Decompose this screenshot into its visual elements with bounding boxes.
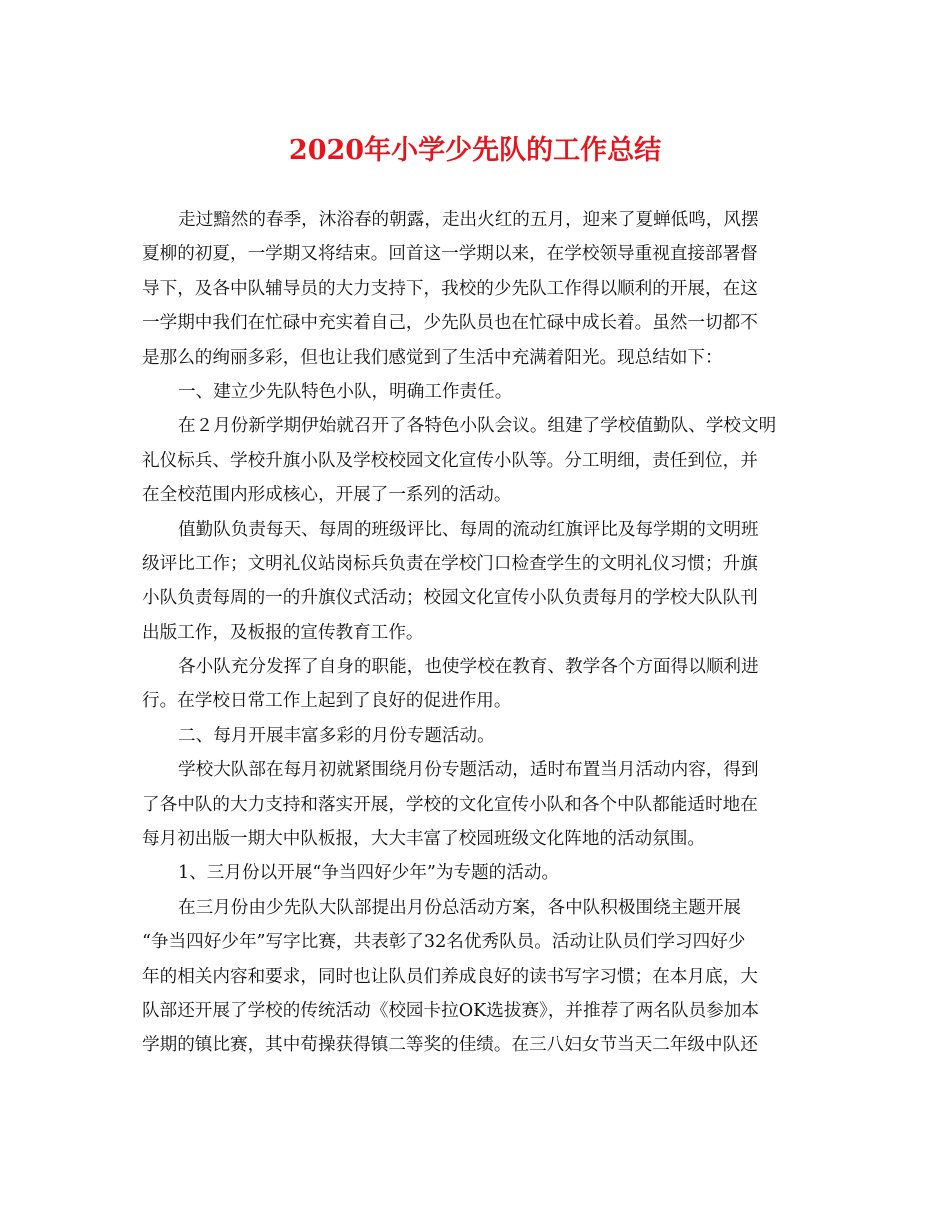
body-line: 年的相关内容和要求，同时也让队员们养成良好的读书写字习惯；在本月底，大 <box>142 966 758 987</box>
body-line: 1、三月份以开展“争当四好少年”为专题的活动。 <box>178 863 560 884</box>
body-line: 学期的镇比赛，其中荀操获得镇二等奖的佳绩。在三八妇女节当天二年级中队还 <box>142 1035 758 1056</box>
body-line: “争当四好少年”写字比赛，共表彰了32名优秀队员。活动让队员们学习四好少 <box>142 932 746 953</box>
body-line: 小队负责每周的一的升旗仪式活动；校园文化宣传小队负责每月的学校大队队刊 <box>142 588 758 609</box>
body-line: 在三月份由少先队大队部提出月份总活动方案，各中队积极围绕主题开展 <box>178 897 742 918</box>
body-line: 出版工作，及板报的宣传教育工作。 <box>142 622 424 643</box>
body-line: 级评比工作；文明礼仪站岗标兵负责在学校门口检查学生的文明礼仪习惯；升旗 <box>142 553 758 574</box>
body-line: 一学期中我们在忙碌中充实着自己，少先队员也在忙碌中成长着。虽然一切都不 <box>142 313 758 334</box>
body-line: 队部还开展了学校的传统活动《校园卡拉OK选拔赛》，并推荐了两名队员参加本 <box>142 1000 759 1021</box>
body-line: 各小队充分发挥了自身的职能，也使学校在教育、教学各个方面得以顺利进 <box>178 657 759 678</box>
body-line: 导下，及各中队辅导员的大力支持下，我校的少先队工作得以顺利的开展，在这 <box>142 278 758 299</box>
body-line: 在全校范围内形成核心，开展了一系列的活动。 <box>142 485 512 506</box>
body-line: 值勤队负责每天、每周的班级评比、每周的流动红旗评比及每学期的文明班 <box>178 519 759 540</box>
body-line: 了各中队的大力支持和落实开展，学校的文化宣传小队和各个中队都能适时地在 <box>142 794 758 815</box>
body-line: 走过黯然的春季，沐浴春的朝露，走出火红的五月，迎来了夏蝉低鸣，风摆 <box>178 210 759 230</box>
document-body <box>142 203 802 1063</box>
body-line: 夏柳的初夏，一学期又将结束。回首这一学期以来，在学校领导重视直接部署督 <box>142 244 758 265</box>
body-line: 礼仪标兵、学校升旗小队及学校校园文化宣传小队等。分工明细，责任到位，并 <box>142 450 758 471</box>
body-line: 学校大队部在每月初就紧围绕月份专题活动，适时布置当月活动内容，得到 <box>178 760 759 781</box>
document-title: 2020年小学少先队的工作总结 <box>288 135 662 166</box>
body-line: 二、每月开展丰富多彩的月份专题活动。 <box>178 725 495 746</box>
body-line: 行。在学校日常工作上起到了良好的促进作用。 <box>142 691 512 712</box>
body-line: 是那么的绚丽多彩，但也让我们感觉到了生活中充满着阳光。现总结如下： <box>142 347 723 368</box>
body-line: 一、建立少先队特色小队，明确工作责任。 <box>178 381 513 402</box>
body-line: 每月初出版一期大中队板报，大大丰富了校园班级文化阵地的活动氛围。 <box>142 829 706 850</box>
body-line: 在２月份新学期伊始就召开了各特色小队会议。组建了学校值勤队、学校文明 <box>178 416 777 437</box>
